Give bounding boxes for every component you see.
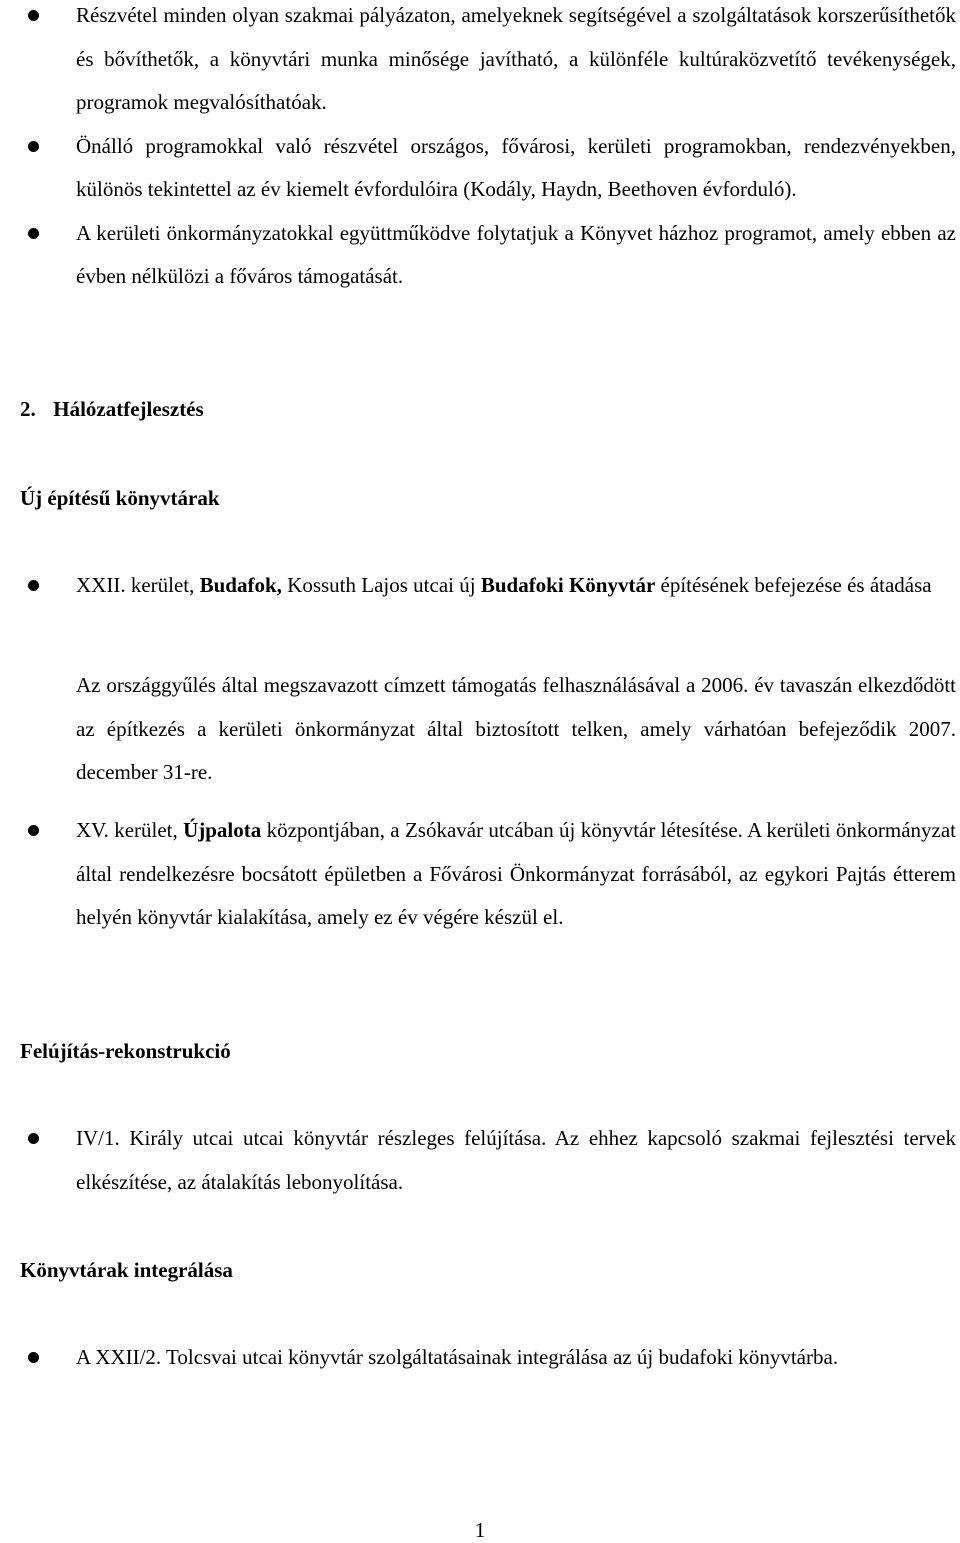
list-item-detail: Az országgyűlés által megszavazott címzett támogatás felhasználásával a 2006. év tavaszán elkezdődött az építkezés a kerületi önkormányzat által biztosított telken, amely várhatóan befejeződik 2007. december 31-re. <box>76 673 956 784</box>
emphasis-text: Budafoki Könyvtár <box>480 573 656 597</box>
list-item-text: A kerületi önkormányzatokkal együttműködve folytatjuk a Könyvet házhoz programot, amely ebben az évben nélkülözi a főváros támogatását. <box>76 220 956 288</box>
list-item <box>20 809 956 940</box>
list-item <box>20 1336 956 1380</box>
list-item <box>20 125 956 212</box>
list-item-text <box>76 573 932 597</box>
list-item-text: A XXII/2. Tolcsvai utcai könyvtár szolgáltatásainak integrálása az új budafoki könyvtárba. <box>76 1345 839 1369</box>
text-run: központjában, a Zsókavár utcában új könyvtár létesítése. A kerületi önkormányzat által rendelkezésre bocsátott épületben a Fővárosi Önkormányzat forrásából, az egykori Pajtás étterem helyén könyvtár kialakítása, amely ez év végére készül el. <box>76 818 956 929</box>
subsection-heading-new-libraries: Új építésű könyvtárak <box>20 486 220 510</box>
new-libraries-list-2 <box>20 809 956 940</box>
text-run: Kossuth Lajos utcai új <box>281 573 481 597</box>
list-item-text: Önálló programokkal való részvétel országos, fővárosi, kerületi programokban, rendezvényekben, különös tekintettel az év kiemelt évfordulóira (Kodály, Haydn, Beethoven évforduló). <box>76 133 956 201</box>
new-libraries-list <box>20 564 956 608</box>
text-run: XV. kerület, <box>76 818 184 842</box>
bullet-icon <box>28 10 39 21</box>
integration-list <box>20 1336 956 1380</box>
bullet-icon <box>28 228 39 239</box>
bullet-icon <box>28 825 39 836</box>
renovation-list <box>20 1117 956 1204</box>
text-run: XXII. kerület, <box>76 573 200 597</box>
list-item <box>20 212 956 299</box>
section-heading <box>20 394 204 424</box>
list-item-text <box>76 818 956 929</box>
emphasis-text: Újpalota <box>183 818 262 842</box>
list-item <box>20 564 956 608</box>
section-title: Hálózatfejlesztés <box>53 397 204 421</box>
emphasis-text: Budafok, <box>199 573 282 597</box>
subsection-heading-integration: Könyvtárak integrálása <box>20 1258 233 1282</box>
subsection-heading-renovation: Felújítás-rekonstrukció <box>20 1039 231 1063</box>
list-item <box>20 0 956 125</box>
list-item-text: IV/1. Király utcai utcai könyvtár részleges felújítása. Az ehhez kapcsoló szakmai fejlesztési tervek elkészítése, az átalakítás lebonyolítása. <box>76 1126 956 1194</box>
page-number: 1 <box>474 1518 486 1542</box>
bullet-icon <box>28 1352 39 1363</box>
bullet-icon <box>28 1133 39 1144</box>
section-number: 2. <box>20 397 36 421</box>
list-item-text: Részvétel minden olyan szakmai pályázaton, amelyeknek segítségével a szolgáltatások korszerűsíthetők és bővíthetők, a könyvtári munka minősége javítható, a különféle kultúraközvetítő tevékenységek, programok megvalósíthatóak. <box>76 3 956 114</box>
bullet-icon <box>28 580 39 591</box>
text-run: építésének befejezése és átadása <box>655 573 932 597</box>
bullet-icon <box>28 141 39 152</box>
list-item <box>20 1117 956 1204</box>
bullet-list-top <box>20 0 956 299</box>
